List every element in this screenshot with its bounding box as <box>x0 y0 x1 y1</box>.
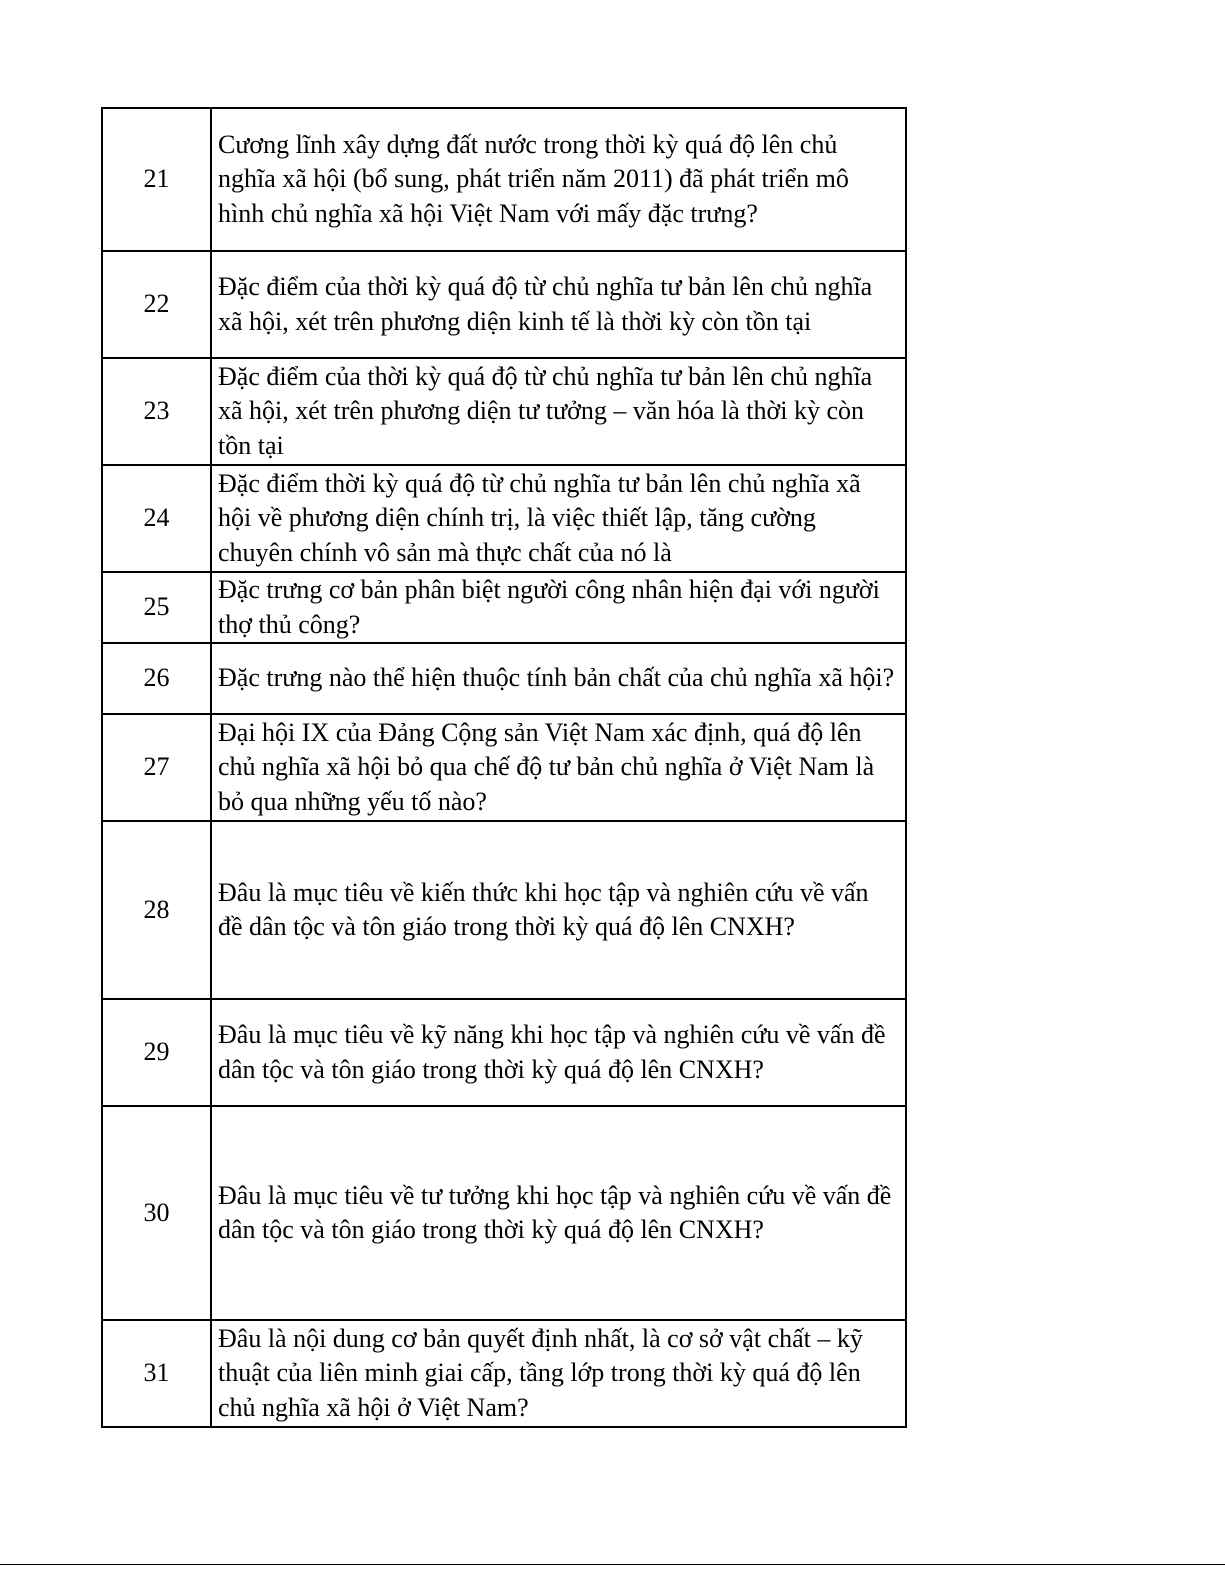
question-text: Đặc trưng cơ bản phân biệt người công nhân hiện đại với người thợ thủ công? <box>211 572 906 643</box>
table-row <box>102 108 906 251</box>
question-number: 30 <box>102 1106 211 1320</box>
question-text: Đâu là mục tiêu về kiến thức khi học tập và nghiên cứu về vấn đề dân tộc và tôn giáo trong thời kỳ quá độ lên CNXH? <box>211 821 906 999</box>
table-row <box>102 465 906 572</box>
table-row <box>102 251 906 358</box>
question-number: 31 <box>102 1320 211 1427</box>
question-text: Đại hội IX của Đảng Cộng sản Việt Nam xác định, quá độ lên chủ nghĩa xã hội bỏ qua chế độ tư bản chủ nghĩa ở Việt Nam là bỏ qua những yếu tố nào? <box>211 714 906 821</box>
question-text: Đặc điểm của thời kỳ quá độ từ chủ nghĩa tư bản lên chủ nghĩa xã hội, xét trên phương diện tư tưởng – văn hóa là thời kỳ còn tồn tại <box>211 358 906 465</box>
table-row <box>102 821 906 999</box>
table-row <box>102 714 906 821</box>
question-text: Cương lĩnh xây dựng đất nước trong thời kỳ quá độ lên chủ nghĩa xã hội (bổ sung, phát triển năm 2011) đã phát triển mô hình chủ nghĩa xã hội Việt Nam với mấy đặc trưng? <box>211 108 906 251</box>
question-text: Đâu là nội dung cơ bản quyết định nhất, là cơ sở vật chất – kỹ thuật của liên minh giai cấp, tầng lớp trong thời kỳ quá độ lên chủ nghĩa xã hội ở Việt Nam? <box>211 1320 906 1427</box>
question-number: 27 <box>102 714 211 821</box>
question-number: 29 <box>102 999 211 1106</box>
question-text: Đặc trưng nào thể hiện thuộc tính bản chất của chủ nghĩa xã hội? <box>211 643 906 714</box>
page-bottom-divider <box>0 1564 1225 1565</box>
table-row <box>102 999 906 1106</box>
table-row <box>102 643 906 714</box>
question-number: 23 <box>102 358 211 465</box>
question-table <box>101 107 907 1428</box>
table-row <box>102 1106 906 1320</box>
question-number: 21 <box>102 108 211 251</box>
question-number: 22 <box>102 251 211 358</box>
question-text: Đặc điểm của thời kỳ quá độ từ chủ nghĩa tư bản lên chủ nghĩa xã hội, xét trên phương diện kinh tế là thời kỳ còn tồn tại <box>211 251 906 358</box>
question-text: Đâu là mục tiêu về kỹ năng khi học tập và nghiên cứu về vấn đề dân tộc và tôn giáo trong thời kỳ quá độ lên CNXH? <box>211 999 906 1106</box>
table-row <box>102 358 906 465</box>
table-row <box>102 572 906 643</box>
question-text: Đặc điểm thời kỳ quá độ từ chủ nghĩa tư bản lên chủ nghĩa xã hội về phương diện chính trị, là việc thiết lập, tăng cường chuyên chính vô sản mà thực chất của nó là <box>211 465 906 572</box>
table-row <box>102 1320 906 1427</box>
question-text: Đâu là mục tiêu về tư tưởng khi học tập và nghiên cứu về vấn đề dân tộc và tôn giáo trong thời kỳ quá độ lên CNXH? <box>211 1106 906 1320</box>
question-number: 28 <box>102 821 211 999</box>
question-number: 26 <box>102 643 211 714</box>
question-number: 24 <box>102 465 211 572</box>
question-number: 25 <box>102 572 211 643</box>
